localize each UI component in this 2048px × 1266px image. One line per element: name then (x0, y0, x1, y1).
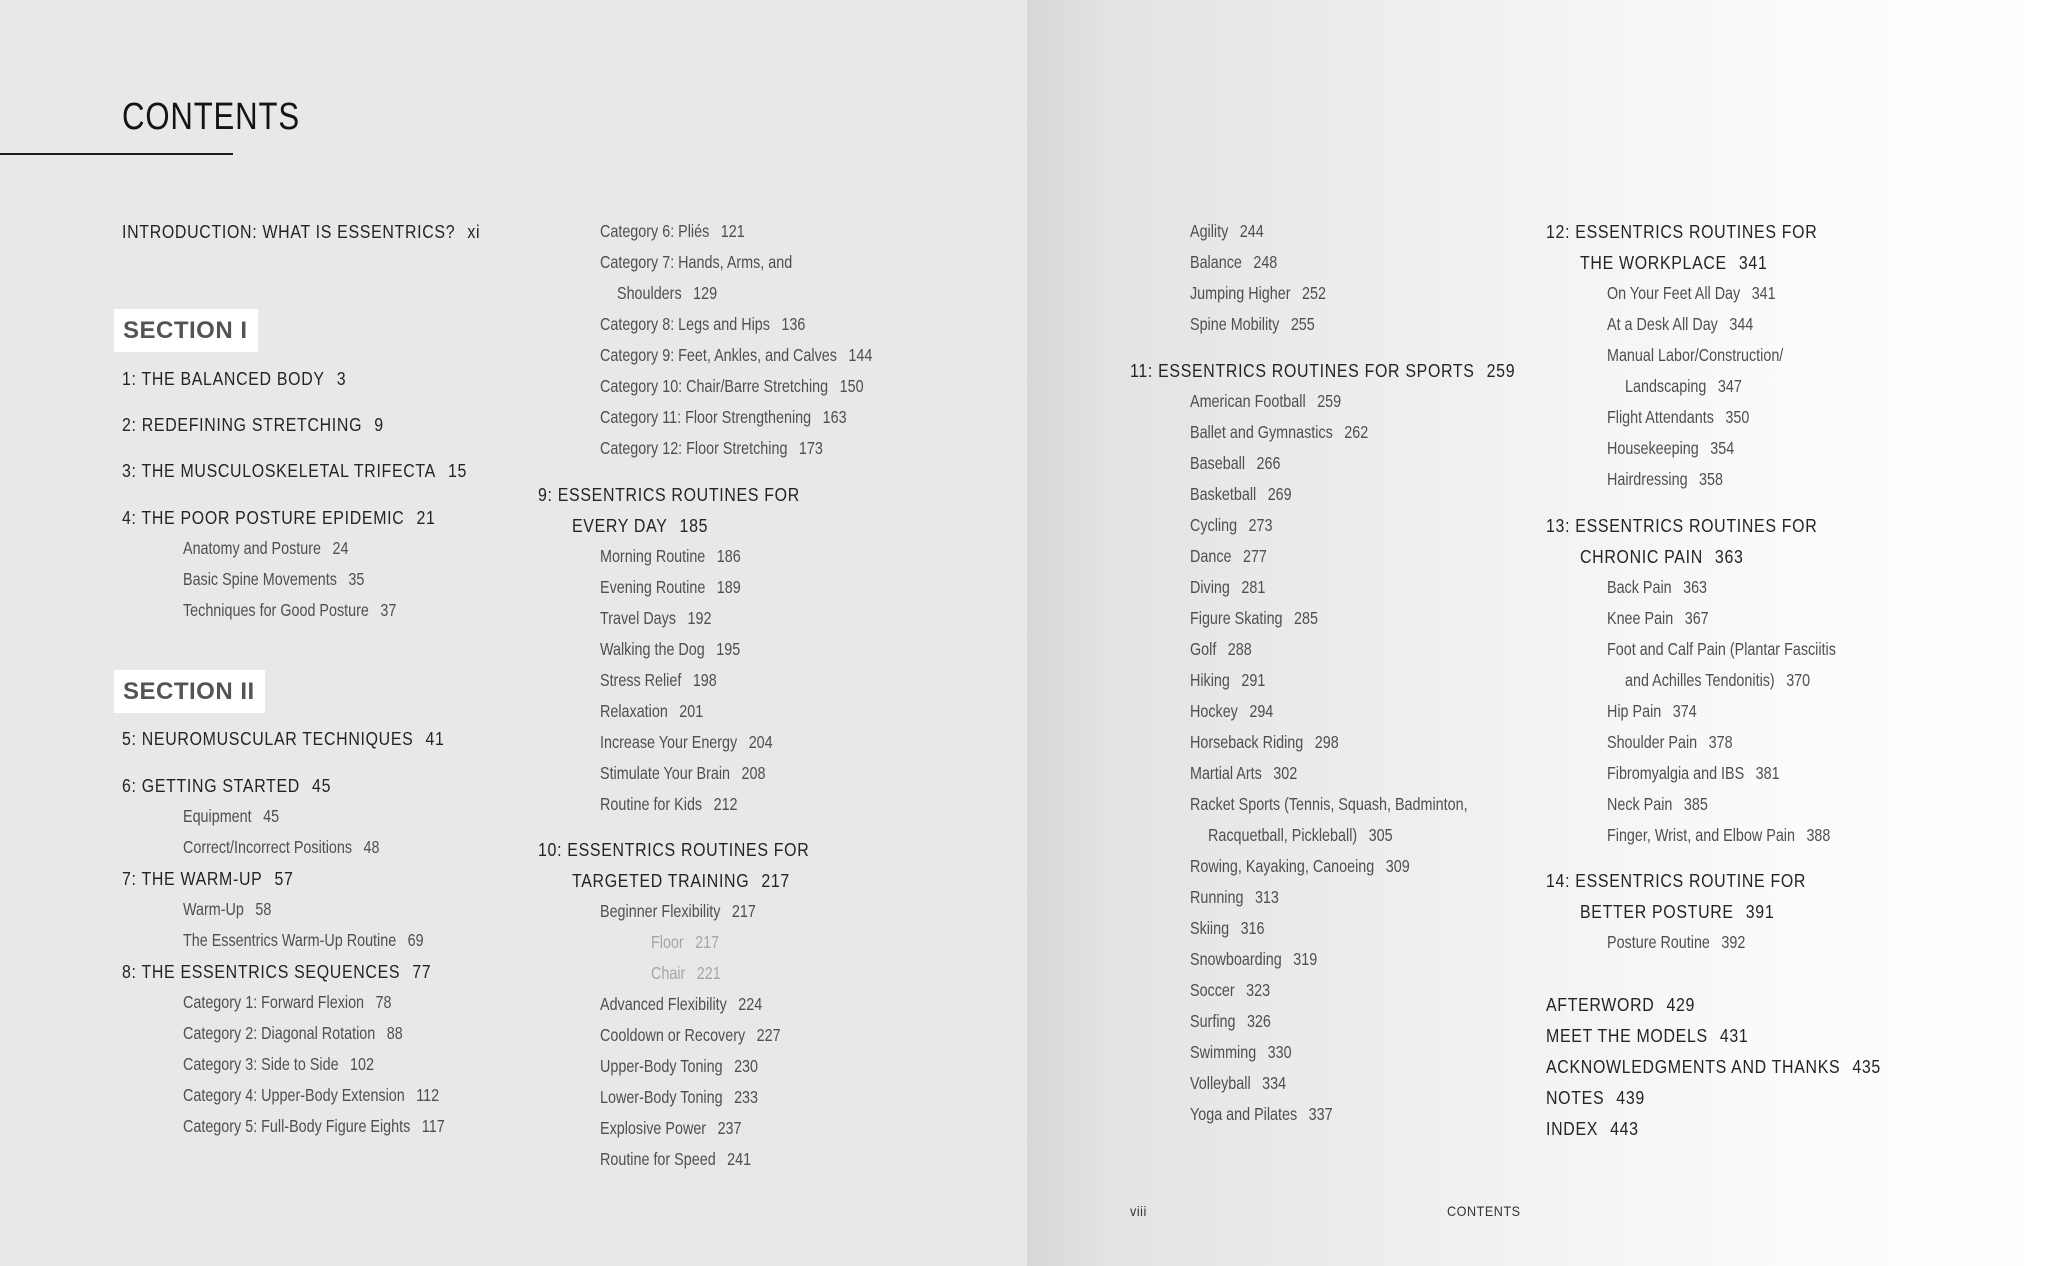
toc-entry: 9: ESSENTRICS ROUTINES FOR (538, 484, 800, 505)
toc-subentry: Upper-Body Toning 230 (600, 1056, 759, 1076)
toc-subentry: Figure Skating 285 (1190, 608, 1318, 628)
toc-subentry: Baseball 266 (1190, 453, 1281, 473)
toc-subentry: Explosive Power 237 (600, 1118, 742, 1138)
toc-subentry: Category 2: Diagonal Rotation 88 (183, 1023, 403, 1043)
toc-subentry: Category 10: Chair/Barre Stretching 150 (600, 376, 864, 396)
toc-subentry: Rowing, Kayaking, Canoeing 309 (1190, 856, 1410, 876)
toc-entry: MEET THE MODELS 431 (1546, 1025, 1749, 1046)
toc-subentry: Routine for Kids 212 (600, 794, 738, 814)
toc-subentry: Techniques for Good Posture 37 (183, 600, 397, 620)
toc-subentry: Walking the Dog 195 (600, 639, 741, 659)
toc-entry: 2: REDEFINING STRETCHING 9 (122, 414, 384, 435)
toc-subentry: Cycling 273 (1190, 515, 1273, 535)
toc-subentry: Travel Days 192 (600, 608, 712, 628)
toc-subentry: Fibromyalgia and IBS 381 (1607, 763, 1780, 783)
toc-subentry: Beginner Flexibility 217 (600, 901, 756, 921)
toc-subentry: Diving 281 (1190, 577, 1266, 597)
toc-subentry: Yoga and Pilates 337 (1190, 1104, 1333, 1124)
toc-subentry: Category 1: Forward Flexion 78 (183, 992, 392, 1012)
toc-subentry: Equipment 45 (183, 806, 280, 826)
toc-subentry: Horseback Riding 298 (1190, 732, 1339, 752)
toc-entry: CHRONIC PAIN 363 (1580, 546, 1744, 567)
toc-subentry: Basic Spine Movements 35 (183, 569, 365, 589)
toc-subentry: Landscaping 347 (1625, 376, 1742, 396)
toc-subentry: Flight Attendants 350 (1607, 407, 1750, 427)
toc-subentry: The Essentrics Warm-Up Routine 69 (183, 930, 424, 950)
toc-subentry: Housekeeping 354 (1607, 438, 1735, 458)
toc-subentry: Advanced Flexibility 224 (600, 994, 763, 1014)
toc-entry-page: xi (467, 221, 481, 242)
toc-subentry: Category 6: Pliés 121 (600, 221, 745, 241)
toc-entry: 1: THE BALANCED BODY 3 (122, 368, 347, 389)
toc-subentry: Stimulate Your Brain 208 (600, 763, 766, 783)
toc-subentry: Back Pain 363 (1607, 577, 1708, 597)
toc-subentry: Relaxation 201 (600, 701, 704, 721)
toc-subentry: Hairdressing 358 (1607, 469, 1723, 489)
toc-subentry: Racket Sports (Tennis, Squash, Badminton, (1190, 794, 1468, 814)
title-underline (0, 153, 233, 155)
right-page (1027, 0, 2048, 1266)
toc-subentry: Agility 244 (1190, 221, 1264, 241)
page-number: viii (1130, 1203, 1147, 1219)
toc-entry: 8: THE ESSENTRICS SEQUENCES 77 (122, 961, 432, 982)
section-label-1: SECTION I (114, 309, 258, 352)
toc-subentry: Category 7: Hands, Arms, and (600, 252, 793, 272)
toc-subentry: Hiking 291 (1190, 670, 1266, 690)
toc-subentry: At a Desk All Day 344 (1607, 314, 1754, 334)
toc-entry: 5: NEUROMUSCULAR TECHNIQUES 41 (122, 728, 445, 749)
section-label-2: SECTION II (114, 670, 265, 713)
toc-subentry: Snowboarding 319 (1190, 949, 1318, 969)
toc-entry: 13: ESSENTRICS ROUTINES FOR (1546, 515, 1818, 536)
toc-entry: THE WORKPLACE 341 (1580, 252, 1768, 273)
toc-subentry: Cooldown or Recovery 227 (600, 1025, 781, 1045)
toc-entry: INDEX 443 (1546, 1118, 1639, 1139)
toc-subentry: Volleyball 334 (1190, 1073, 1287, 1093)
toc-entry: 14: ESSENTRICS ROUTINE FOR (1546, 870, 1807, 891)
toc-subentry: Lower-Body Toning 233 (600, 1087, 759, 1107)
toc-entry-introduction (122, 223, 480, 242)
toc-subentry: Swimming 330 (1190, 1042, 1292, 1062)
toc-subentry: Category 4: Upper-Body Extension 112 (183, 1085, 440, 1105)
toc-subentry: Warm-Up 58 (183, 899, 272, 919)
toc-subsubentry: Floor 217 (651, 932, 720, 952)
toc-subentry: Hockey 294 (1190, 701, 1274, 721)
toc-entry: 6: GETTING STARTED 45 (122, 775, 332, 796)
toc-subentry: Skiing 316 (1190, 918, 1265, 938)
toc-subentry: Martial Arts 302 (1190, 763, 1298, 783)
toc-subentry: Hip Pain 374 (1607, 701, 1697, 721)
toc-subentry: Category 3: Side to Side 102 (183, 1054, 374, 1074)
toc-subentry: Category 9: Feet, Ankles, and Calves 144 (600, 345, 873, 365)
toc-entry: 4: THE POOR POSTURE EPIDEMIC 21 (122, 507, 436, 528)
toc-subentry: Routine for Speed 241 (600, 1149, 752, 1169)
toc-subentry: Surfing 326 (1190, 1011, 1271, 1031)
toc-entry: ACKNOWLEDGMENTS AND THANKS 435 (1546, 1056, 1881, 1077)
toc-subentry: Knee Pain 367 (1607, 608, 1709, 628)
toc-subentry: Shoulder Pain 378 (1607, 732, 1733, 752)
toc-subentry: Ballet and Gymnastics 262 (1190, 422, 1369, 442)
toc-entry: TARGETED TRAINING 217 (572, 870, 790, 891)
toc-entry: 7: THE WARM-UP 57 (122, 868, 294, 889)
toc-subentry: Increase Your Energy 204 (600, 732, 773, 752)
toc-subentry: Category 12: Floor Stretching 173 (600, 438, 823, 458)
toc-subentry: Shoulders 129 (617, 283, 718, 303)
toc-entry: 12: ESSENTRICS ROUTINES FOR (1546, 221, 1818, 242)
toc-subentry: Balance 248 (1190, 252, 1278, 272)
toc-entry-label: INTRODUCTION: WHAT IS ESSENTRICS? (122, 221, 456, 242)
toc-subentry: Category 11: Floor Strengthening 163 (600, 407, 847, 427)
toc-subentry: and Achilles Tendonitis) 370 (1625, 670, 1811, 690)
toc-subentry: Dance 277 (1190, 546, 1267, 566)
toc-entry: EVERY DAY 185 (572, 515, 709, 536)
running-head: CONTENTS (1447, 1203, 1521, 1219)
toc-entry: 10: ESSENTRICS ROUTINES FOR (538, 839, 810, 860)
toc-subentry: Soccer 323 (1190, 980, 1271, 1000)
toc-entry: BETTER POSTURE 391 (1580, 901, 1775, 922)
toc-subentry: Stress Relief 198 (600, 670, 717, 690)
toc-subentry: Jumping Higher 252 (1190, 283, 1326, 303)
toc-subentry: Racquetball, Pickleball) 305 (1208, 825, 1393, 845)
toc-subentry: Correct/Incorrect Positions 48 (183, 837, 380, 857)
toc-subsubentry: Chair 221 (651, 963, 721, 983)
toc-entry: 3: THE MUSCULOSKELETAL TRIFECTA 15 (122, 460, 468, 481)
toc-subentry: American Football 259 (1190, 391, 1342, 411)
page-title: CONTENTS (122, 96, 300, 138)
toc-subentry: Running 313 (1190, 887, 1279, 907)
toc-subentry: Spine Mobility 255 (1190, 314, 1315, 334)
toc-subentry: Neck Pain 385 (1607, 794, 1708, 814)
toc-subentry: Posture Routine 392 (1607, 932, 1746, 952)
toc-subentry: Category 5: Full-Body Figure Eights 117 (183, 1116, 445, 1136)
toc-subentry: Basketball 269 (1190, 484, 1292, 504)
toc-subentry: On Your Feet All Day 341 (1607, 283, 1776, 303)
toc-subentry: Evening Routine 189 (600, 577, 741, 597)
toc-subentry: Finger, Wrist, and Elbow Pain 388 (1607, 825, 1831, 845)
toc-subentry: Morning Routine 186 (600, 546, 741, 566)
toc-subentry: Anatomy and Posture 24 (183, 538, 349, 558)
toc-entry: AFTERWORD 429 (1546, 994, 1696, 1015)
toc-subentry: Golf 288 (1190, 639, 1252, 659)
toc-subentry: Category 8: Legs and Hips 136 (600, 314, 806, 334)
toc-subentry: Foot and Calf Pain (Plantar Fasciitis (1607, 639, 1836, 659)
toc-entry: 11: ESSENTRICS ROUTINES FOR SPORTS 259 (1130, 360, 1516, 381)
toc-subentry: Manual Labor/Construction/ (1607, 345, 1784, 365)
toc-entry: NOTES 439 (1546, 1087, 1645, 1108)
